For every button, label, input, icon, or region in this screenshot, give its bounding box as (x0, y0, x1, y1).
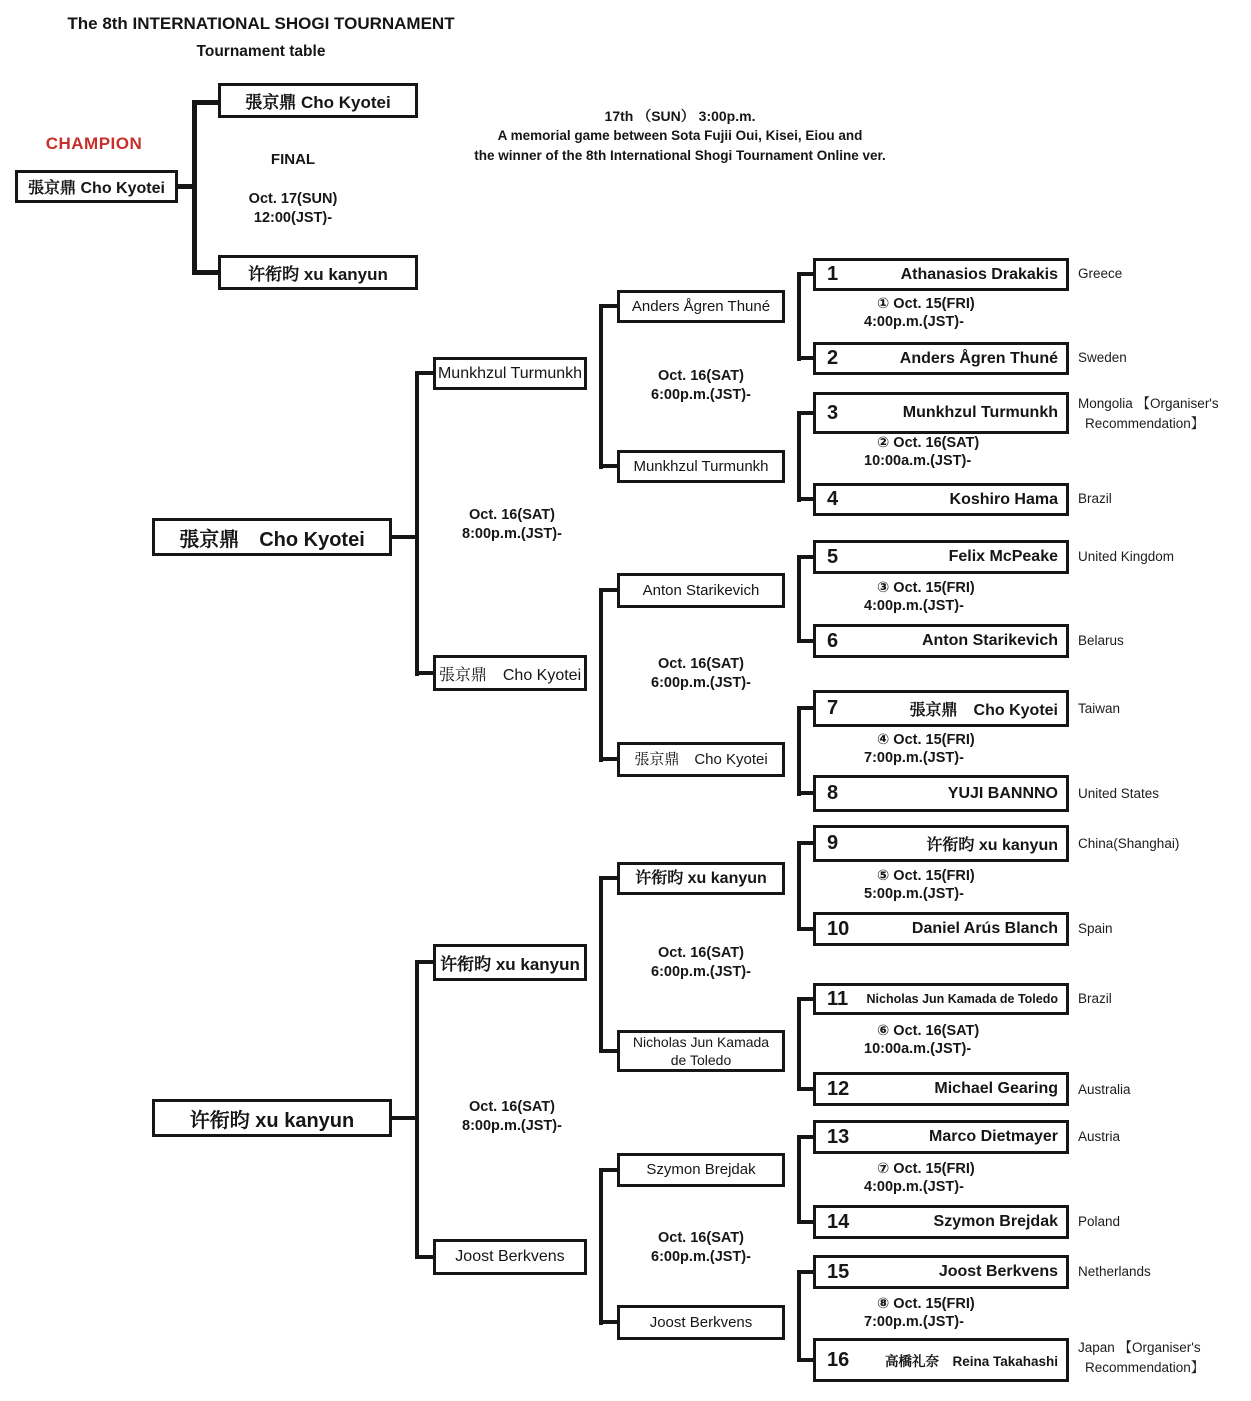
player-name: 许衔昀 xu kanyun (926, 837, 1058, 854)
player-seed: 1 (827, 263, 839, 285)
country-label-2 (1078, 348, 1127, 368)
match-date: Oct. 16(SAT) (658, 656, 744, 672)
bracket-line (415, 960, 419, 1259)
country-name: Spain (1078, 921, 1113, 936)
quarterfinalist-box-5: 许衔昀 xu kanyun (617, 862, 785, 895)
bracket-line (392, 1116, 415, 1120)
country-label-7 (1078, 699, 1120, 719)
country-name: Recommendation】 (1085, 1360, 1205, 1375)
bracket-line (603, 304, 617, 308)
bracket-line (801, 1087, 813, 1091)
player-box-4 (813, 483, 1069, 516)
match-time: 4:00p.m.(JST)- (864, 314, 964, 330)
player-seed: 7 (827, 697, 839, 719)
bracket-line (419, 960, 433, 964)
match-time: 8:00p.m.(JST)- (462, 1118, 562, 1134)
semifinal-schedule-2 (437, 1098, 587, 1136)
first-round-schedule-7 (864, 1160, 1034, 1196)
memorial-line-1: 17th （SUN） 3:00p.m. (604, 108, 756, 124)
bracket-line (599, 588, 603, 762)
bracket-line (801, 791, 813, 795)
bracket-line (178, 184, 192, 189)
bracket-line (603, 1168, 617, 1172)
bracket-line (801, 639, 813, 643)
country-name: Mongolia 【Organiser's (1078, 396, 1219, 411)
country-label-4 (1078, 489, 1112, 509)
player-seed: 13 (827, 1125, 850, 1148)
player-seed: 10 (827, 917, 850, 940)
memorial-note (405, 106, 955, 166)
country-name: Austria (1078, 1129, 1121, 1144)
player-seed: 6 (827, 629, 839, 652)
bracket-line (603, 1049, 617, 1053)
semifinal-winner-box-1: 張京鼎 Cho Kyotei (152, 518, 392, 556)
bracket-line (603, 464, 617, 468)
quarterfinalist-box-4: 張京鼎 Cho Kyotei (617, 742, 785, 777)
final-date: Oct. 17(SUN) (248, 191, 338, 207)
bracket-line (197, 100, 218, 105)
country-label-12 (1078, 1080, 1131, 1100)
match-time: 10:00a.m.(JST)- (864, 1041, 972, 1057)
first-round-schedule-1 (864, 295, 1034, 331)
player-seed: 8 (827, 782, 839, 804)
quarterfinalist-box-2: Munkhzul Turmunkh (617, 450, 785, 483)
country-name: United Kingdom (1078, 549, 1175, 564)
player-box-3 (813, 392, 1069, 434)
player-seed: 4 (827, 488, 839, 510)
match-label: ④ Oct. 15(FRI) (877, 732, 975, 748)
country-name: Brazil (1078, 991, 1112, 1006)
first-round-schedule-3 (864, 579, 1034, 615)
quarterfinalist-box-1: Anders Ågren Thuné (617, 290, 785, 323)
player-name: Szymon Brejdak (933, 1213, 1058, 1230)
match-label: ① Oct. 15(FRI) (877, 296, 975, 312)
final-schedule (218, 190, 368, 228)
player-seed: 3 (827, 401, 839, 424)
quarterfinal-schedule-1 (612, 367, 790, 405)
player-box-12 (813, 1072, 1069, 1106)
semifinalist-box-1: Munkhzul Turmunkh (433, 357, 587, 390)
player-name: Anton Starikevich (921, 632, 1058, 649)
bracket-line (192, 100, 197, 275)
semifinalist-box-2: 張京鼎 Cho Kyotei (433, 655, 587, 691)
semifinalist-box-3: 许衔昀 xu kanyun (433, 944, 587, 981)
country-label-14 (1078, 1212, 1120, 1232)
quarterfinal-schedule-2 (612, 655, 790, 693)
bracket-line (801, 272, 813, 276)
player-name: Daniel Arús Blanch (911, 920, 1058, 937)
match-label: ⑥ Oct. 16(SAT) (877, 1023, 980, 1039)
page-subtitle: Tournament table (196, 43, 326, 60)
page-title: The 8th INTERNATIONAL SHOGI TOURNAMENT (67, 14, 455, 33)
country-name: Recommendation】 (1085, 416, 1205, 431)
bracket-line (419, 1255, 433, 1259)
match-label: ⑧ Oct. 15(FRI) (877, 1296, 975, 1312)
player-name: Joost Berkvens (938, 1263, 1058, 1280)
country-label-15 (1078, 1262, 1151, 1282)
champion-label: CHAMPION (45, 134, 143, 153)
bracket-line (392, 535, 415, 539)
memorial-line-2: A memorial game between Sota Fujii Oui, Kisei, Eiou and (497, 128, 863, 143)
bracket-line (801, 841, 813, 845)
match-date: Oct. 16(SAT) (658, 945, 744, 961)
player-box-10 (813, 912, 1069, 946)
bracket-line (415, 371, 419, 676)
country-label-11 (1078, 989, 1112, 1009)
player-seed: 11 (827, 987, 849, 1010)
player-name: Anders Ågren Thuné (899, 349, 1058, 367)
player-seed: 15 (827, 1260, 850, 1283)
bracket-line (797, 1135, 801, 1224)
bracket-line (599, 1168, 603, 1325)
finalist-top-box: 張京鼎 Cho Kyotei (218, 83, 418, 118)
match-label: ⑦ Oct. 15(FRI) (877, 1161, 975, 1177)
country-name: Taiwan (1078, 701, 1121, 716)
country-name: Greece (1078, 266, 1123, 281)
first-round-schedule-5 (864, 867, 1034, 903)
bracket-line (797, 272, 801, 361)
match-time: 6:00p.m.(JST)- (651, 675, 751, 691)
country-label-1 (1078, 264, 1122, 284)
match-label: ③ Oct. 15(FRI) (877, 580, 975, 596)
player-seed: 16 (827, 1348, 850, 1371)
semifinal-winner-box-2: 许衔昀 xu kanyun (152, 1099, 392, 1137)
country-name: Sweden (1078, 350, 1127, 365)
match-time: 4:00p.m.(JST)- (864, 598, 964, 614)
quarterfinal-schedule-4 (612, 1229, 790, 1267)
match-time: 7:00p.m.(JST)- (864, 1314, 964, 1330)
bracket-line (797, 555, 801, 643)
country-label-9 (1078, 834, 1179, 854)
match-time: 6:00p.m.(JST)- (651, 387, 751, 403)
bracket-line (419, 371, 433, 375)
country-name: Netherlands (1078, 1264, 1151, 1279)
match-date: Oct. 16(SAT) (469, 1099, 555, 1115)
player-box-1 (813, 258, 1069, 291)
player-box-15 (813, 1255, 1069, 1289)
match-date: Oct. 16(SAT) (658, 1230, 744, 1246)
bracket-line (801, 356, 813, 360)
player-name: Nicholas Jun Kamada de Toledo (866, 992, 1058, 1006)
country-name: Australia (1078, 1082, 1131, 1097)
bracket-line (197, 270, 218, 275)
first-round-schedule-4 (864, 731, 1034, 767)
player-name: Michael Gearing (934, 1080, 1058, 1097)
bracket-line (603, 876, 617, 880)
bracket-line (801, 1220, 813, 1224)
player-box-2 (813, 342, 1069, 375)
country-name: Belarus (1078, 633, 1124, 648)
country-label-8 (1078, 784, 1159, 804)
country-name: China(Shanghai) (1078, 836, 1180, 851)
country-label-3 (1078, 394, 1219, 434)
player-name: Munkhzul Turmunkh (902, 404, 1058, 421)
player-seed: 5 (827, 545, 839, 568)
country-label-10 (1078, 919, 1113, 939)
bracket-line (801, 706, 813, 710)
final-label: FINAL (270, 151, 316, 168)
player-seed: 2 (827, 347, 839, 369)
final-time: 12:00(JST)- (253, 210, 333, 226)
match-date: Oct. 16(SAT) (658, 368, 744, 384)
player-box-13 (813, 1120, 1069, 1154)
semifinalist-box-4: Joost Berkvens (433, 1239, 587, 1275)
bracket-line (603, 588, 617, 592)
first-round-schedule-8 (864, 1295, 1034, 1331)
bracket-line (797, 841, 801, 931)
quarterfinal-schedule-3 (612, 944, 790, 982)
quarterfinalist-box-6: Nicholas Jun Kamada de Toledo (617, 1030, 785, 1072)
bracket-line (801, 555, 813, 559)
bracket-line (797, 1270, 801, 1362)
player-name: 高橋礼奈 Reina Takahashi (884, 1354, 1058, 1369)
bracket-line (801, 497, 813, 501)
memorial-line-3: the winner of the 8th International Shogi Tournament Online ver. (474, 148, 886, 163)
player-seed: 14 (827, 1210, 850, 1233)
match-label: ⑤ Oct. 15(FRI) (877, 868, 975, 884)
quarterfinalist-box-8: Joost Berkvens (617, 1305, 785, 1340)
country-name: Japan 【Organiser's (1078, 1340, 1201, 1355)
player-name: YUJI BANNNO (947, 784, 1058, 802)
player-box-5 (813, 540, 1069, 574)
player-box-7 (813, 690, 1069, 727)
country-label-13 (1078, 1127, 1120, 1147)
match-time: 10:00a.m.(JST)- (864, 453, 972, 469)
bracket-line (801, 1358, 813, 1362)
bracket-line (801, 1135, 813, 1139)
bracket-line (797, 706, 801, 796)
player-box-6 (813, 624, 1069, 658)
country-name: Brazil (1078, 491, 1112, 506)
bracket-line (599, 304, 603, 469)
finalist-bottom-box: 许衔昀 xu kanyun (218, 255, 418, 290)
bracket-line (801, 411, 813, 415)
champion-box: 張京鼎 Cho Kyotei (15, 170, 178, 203)
bracket-line (797, 411, 801, 502)
match-time: 6:00p.m.(JST)- (651, 1249, 751, 1265)
bracket-line (797, 997, 801, 1091)
bracket-line (603, 1320, 617, 1324)
bracket-line (801, 997, 813, 1001)
quarterfinalist-box-3: Anton Starikevich (617, 573, 785, 608)
country-name: Poland (1078, 1214, 1121, 1229)
player-seed: 12 (827, 1077, 850, 1100)
match-time: 4:00p.m.(JST)- (864, 1179, 964, 1195)
player-box-8 (813, 775, 1069, 812)
player-name: Marco Dietmayer (929, 1128, 1058, 1145)
match-time: 6:00p.m.(JST)- (651, 964, 751, 980)
first-round-schedule-2 (864, 434, 1034, 470)
player-box-14 (813, 1205, 1069, 1239)
bracket-line (599, 876, 603, 1053)
country-label-16 (1078, 1338, 1204, 1378)
bracket-line (419, 671, 433, 675)
player-box-11 (813, 983, 1069, 1015)
bracket-line (801, 1270, 813, 1274)
bracket-line (603, 757, 617, 761)
player-name: Koshiro Hama (949, 490, 1058, 508)
player-seed: 9 (827, 832, 839, 854)
semifinal-schedule-1 (437, 506, 587, 544)
match-date: Oct. 16(SAT) (469, 507, 555, 523)
first-round-schedule-6 (864, 1022, 1034, 1058)
player-box-9 (813, 825, 1069, 862)
country-label-5 (1078, 547, 1174, 567)
player-name: Athanasios Drakakis (900, 265, 1058, 283)
player-name: 張京鼎 Cho Kyotei (909, 702, 1058, 719)
match-time: 7:00p.m.(JST)- (864, 750, 964, 766)
match-time: 5:00p.m.(JST)- (864, 886, 964, 902)
bracket-line (801, 927, 813, 931)
player-name: Felix McPeake (948, 548, 1058, 565)
country-name: United States (1078, 786, 1160, 801)
quarterfinalist-box-7: Szymon Brejdak (617, 1153, 785, 1187)
player-box-16 (813, 1338, 1069, 1382)
country-label-6 (1078, 631, 1124, 651)
match-time: 8:00p.m.(JST)- (462, 526, 562, 542)
match-label: ② Oct. 16(SAT) (877, 435, 980, 451)
